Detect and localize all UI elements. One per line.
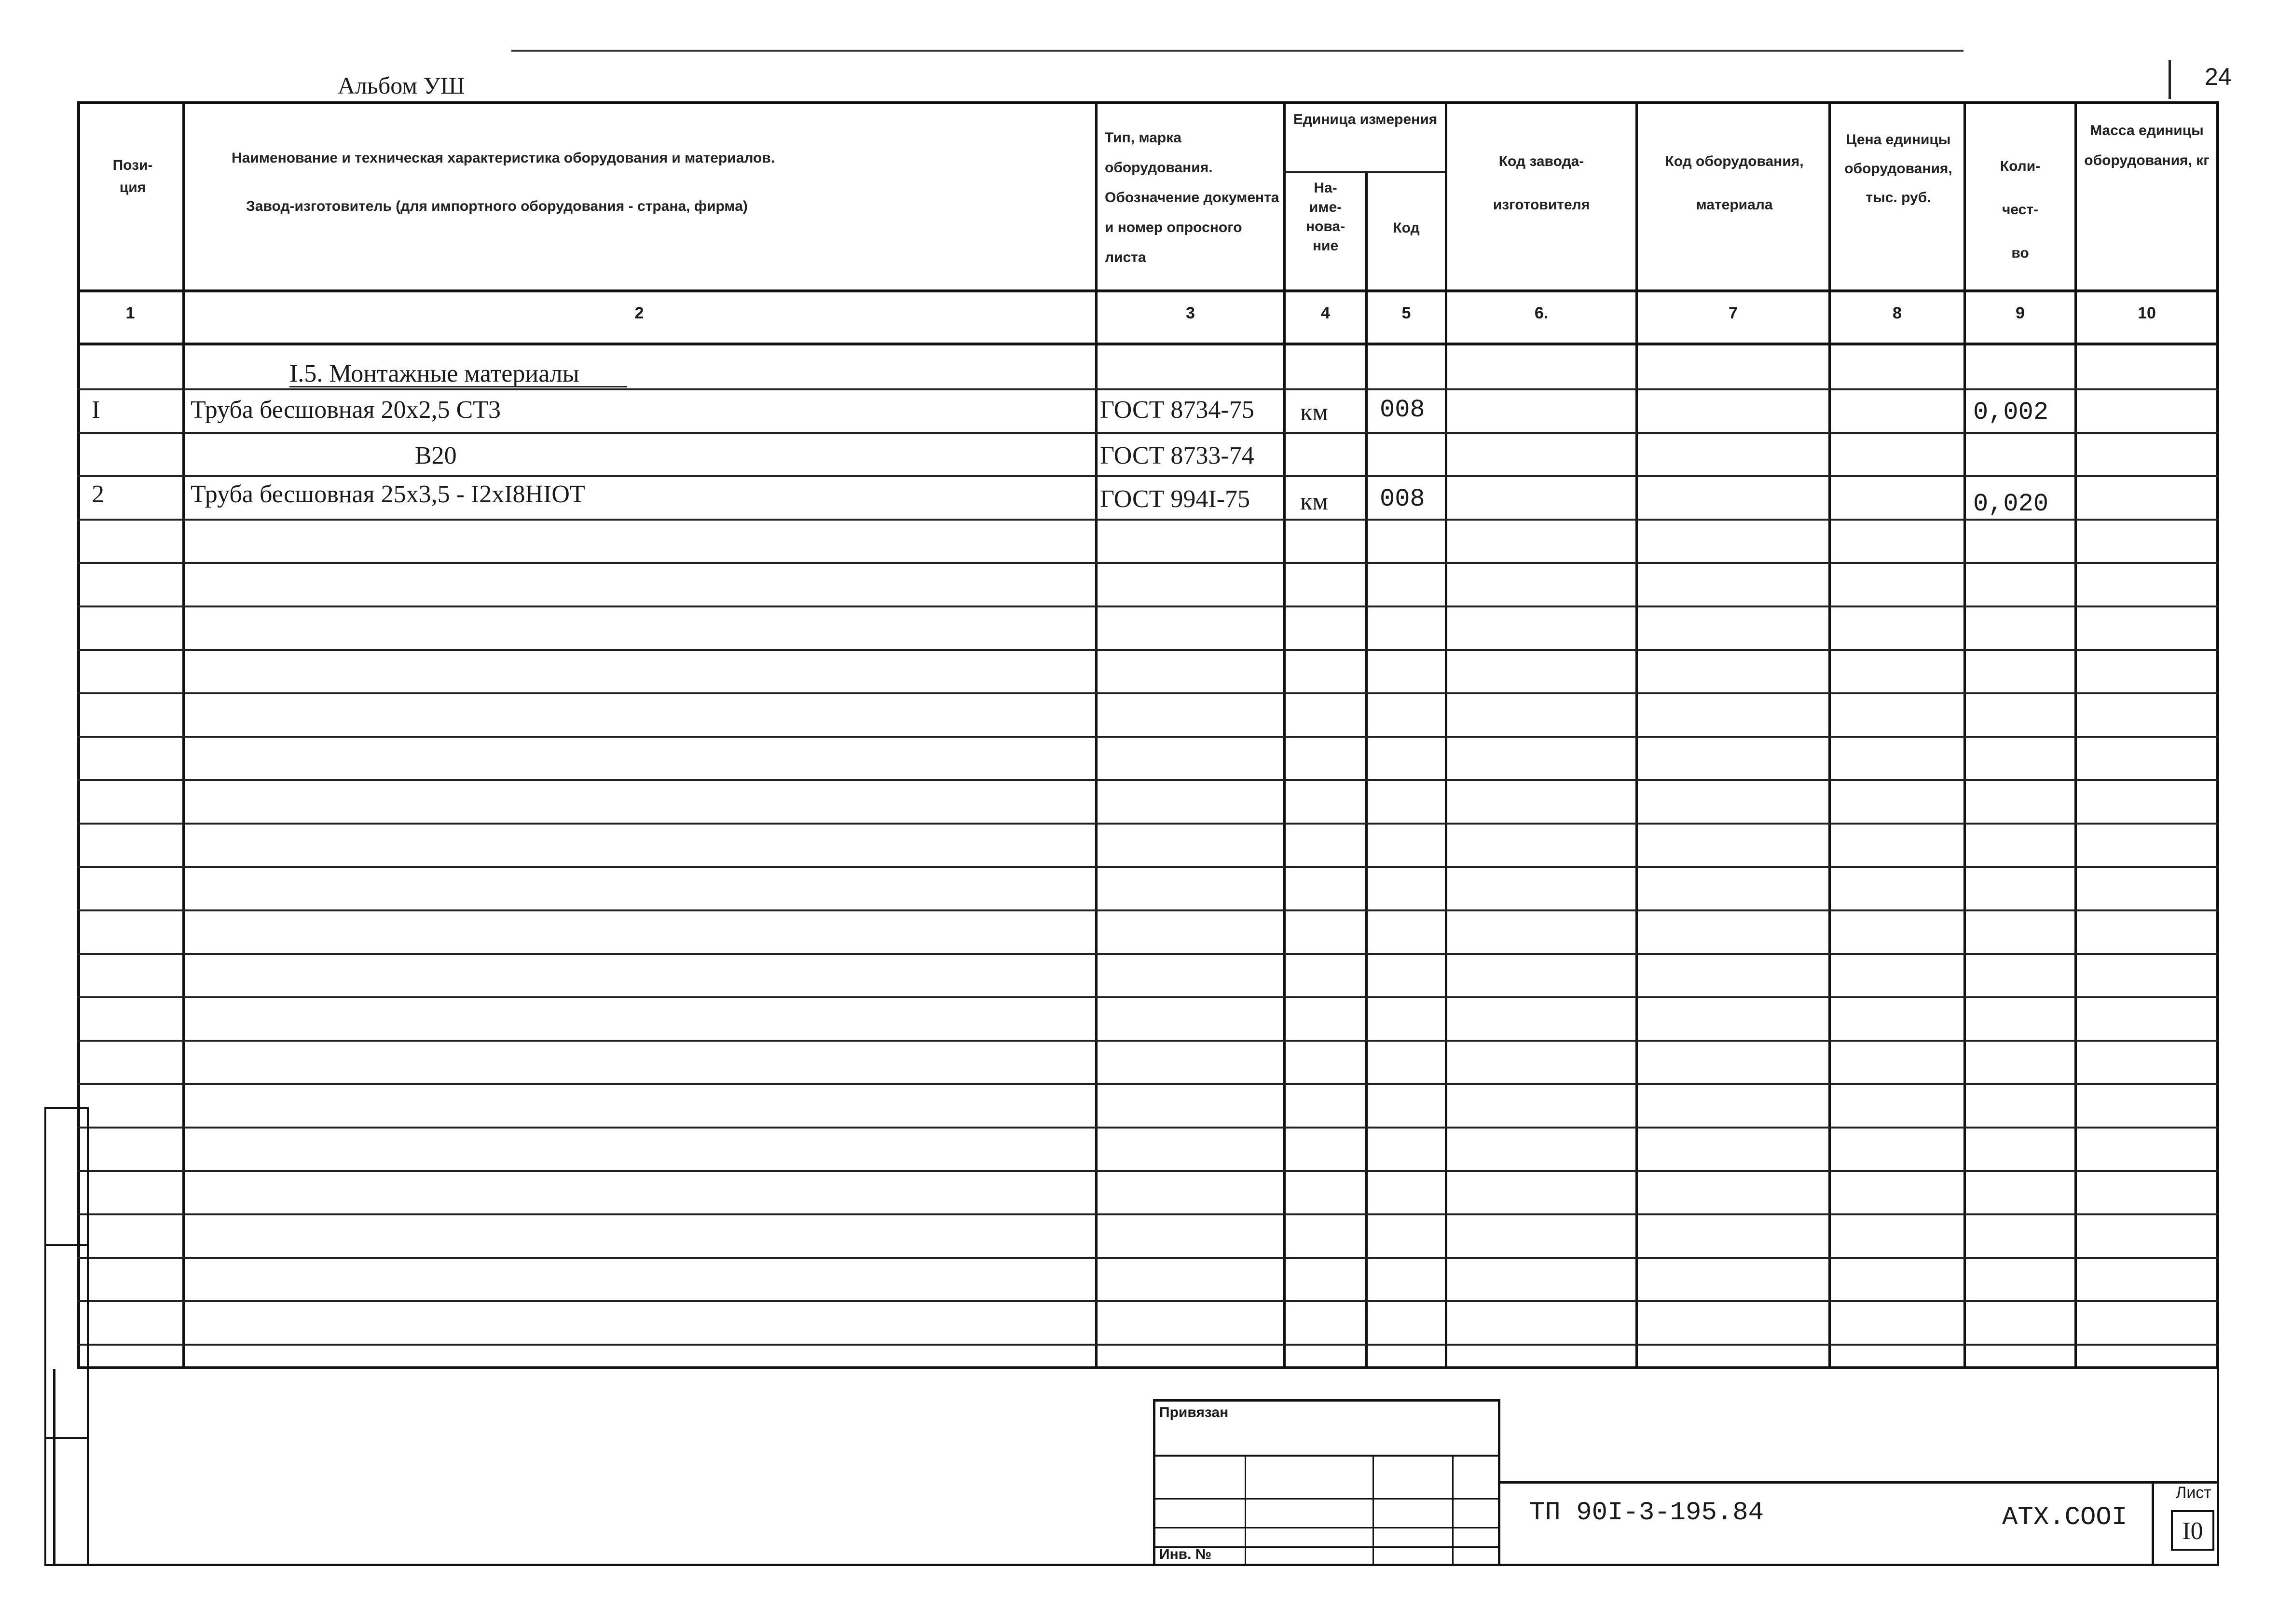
col-header-equipment-code: Код оборудования, материала [1665, 153, 1804, 213]
row-3-qty: 0,020 [1973, 490, 2049, 518]
row-1-code: 008 [1380, 396, 1425, 424]
col-number-5: 5 [1401, 304, 1411, 322]
table-row-rule [77, 909, 2219, 911]
col-header-unit-name: На- име- нова- ние [1305, 180, 1345, 254]
table-row-rule [77, 432, 2219, 434]
table-row-rule [77, 1344, 2219, 1346]
album-label: Альбом УШ [338, 72, 465, 99]
top-rule [511, 50, 1963, 52]
col-header-factory-code: Код завода-изготовителя [1493, 153, 1590, 213]
col-number-2: 2 [634, 304, 644, 322]
table-row-rule [77, 996, 2219, 998]
table-row-rule [77, 1257, 2219, 1259]
table-row-rule [77, 1040, 2219, 1042]
col-header-unit-code: Код [1393, 220, 1420, 236]
unit-group-divider [1283, 171, 1445, 173]
table-row-rule [77, 649, 2219, 651]
col-number-4: 4 [1321, 304, 1330, 322]
document-code: ТП 90I-3-195.84 [1529, 1498, 1764, 1528]
stamp-attached-label: Привязан [1159, 1404, 1229, 1420]
table-row-rule [77, 823, 2219, 825]
approval-stamp [1153, 1399, 1500, 1566]
col-header-mass: Масса единицы оборудования, кг [2084, 123, 2210, 168]
page-number: 24 [2205, 63, 2232, 90]
row-2-name: В20 [415, 442, 457, 469]
sheet-code: АТХ.СООI [2002, 1503, 2128, 1532]
col-header-price: Цена единицы оборудования, тыс. руб. [1844, 132, 1952, 206]
col-header-quantity: Коли- чест- во [2000, 158, 2041, 261]
table-row-rule [77, 606, 2219, 607]
table-row-rule [77, 475, 2219, 477]
side-binding-strip [44, 1107, 89, 1566]
table-row-rule [77, 562, 2219, 564]
col-divider-4 [1365, 171, 1368, 1369]
row-1-unit: км [1300, 399, 1329, 426]
table-row-rule [77, 692, 2219, 694]
row-1-doc: ГОСТ 8734-75 [1100, 396, 1254, 424]
row-1-name: Труба бесшовная 20x2,5 СТ3 [191, 396, 501, 424]
table-row-rule [77, 1213, 2219, 1215]
col-number-8: 8 [1893, 304, 1902, 322]
row-1-qty: 0,002 [1973, 398, 2049, 427]
table-row-rule [77, 736, 2219, 738]
table-row-rule [77, 953, 2219, 955]
table-row-rule [77, 1300, 2219, 1302]
stamp-inv-label: Инв. № [1159, 1546, 1212, 1562]
title-block-rule [1500, 1481, 2219, 1484]
col-header-name-line2: Завод-изготовитель (для импортного оборудования - страна, фирма) [246, 198, 748, 214]
col-header-position: Пози- ция [112, 157, 153, 195]
row-3-name: Труба бесшовная 25x3,5 - I2xI8HIOT [191, 481, 585, 508]
row-3-code: 008 [1380, 485, 1425, 513]
table-row-rule [77, 866, 2219, 868]
col-number-1: 1 [125, 304, 135, 322]
table-row-rule [77, 779, 2219, 781]
col-header-name-line1: Наименование и техническая характеристика оборудования и материалов. [232, 150, 775, 166]
table-row-rule [77, 388, 2219, 390]
sheet-number: I0 [2171, 1510, 2214, 1551]
row-1-position: I [92, 396, 100, 424]
number-row-rule [77, 343, 2219, 345]
col-number-6: 6. [1534, 304, 1549, 322]
table-row-rule [77, 519, 2219, 521]
row-3-position: 2 [92, 481, 104, 508]
title-block-frame [53, 1369, 2219, 1566]
col-number-3: 3 [1186, 304, 1195, 322]
section-title-underline [289, 386, 627, 387]
section-title: I.5. Монтажные материалы [289, 360, 579, 387]
row-3-doc: ГОСТ 994I-75 [1100, 485, 1250, 513]
row-2-doc: ГОСТ 8733-74 [1100, 442, 1254, 469]
col-number-9: 9 [2016, 304, 2025, 322]
sheet-label: Лист [2176, 1484, 2211, 1502]
col-header-unit-group: Единица измерения [1293, 111, 1438, 127]
col-number-7: 7 [1729, 304, 1738, 322]
row-3-unit: км [1300, 488, 1329, 515]
header-bottom-rule [77, 289, 2219, 292]
table-row-rule [77, 1170, 2219, 1172]
table-row-rule [77, 1083, 2219, 1085]
table-row-rule [77, 1127, 2219, 1129]
col-header-type: Тип, марка оборудования. Обозначение документа и номер опросного листа [1105, 130, 1279, 265]
col-number-10: 10 [2138, 304, 2156, 322]
